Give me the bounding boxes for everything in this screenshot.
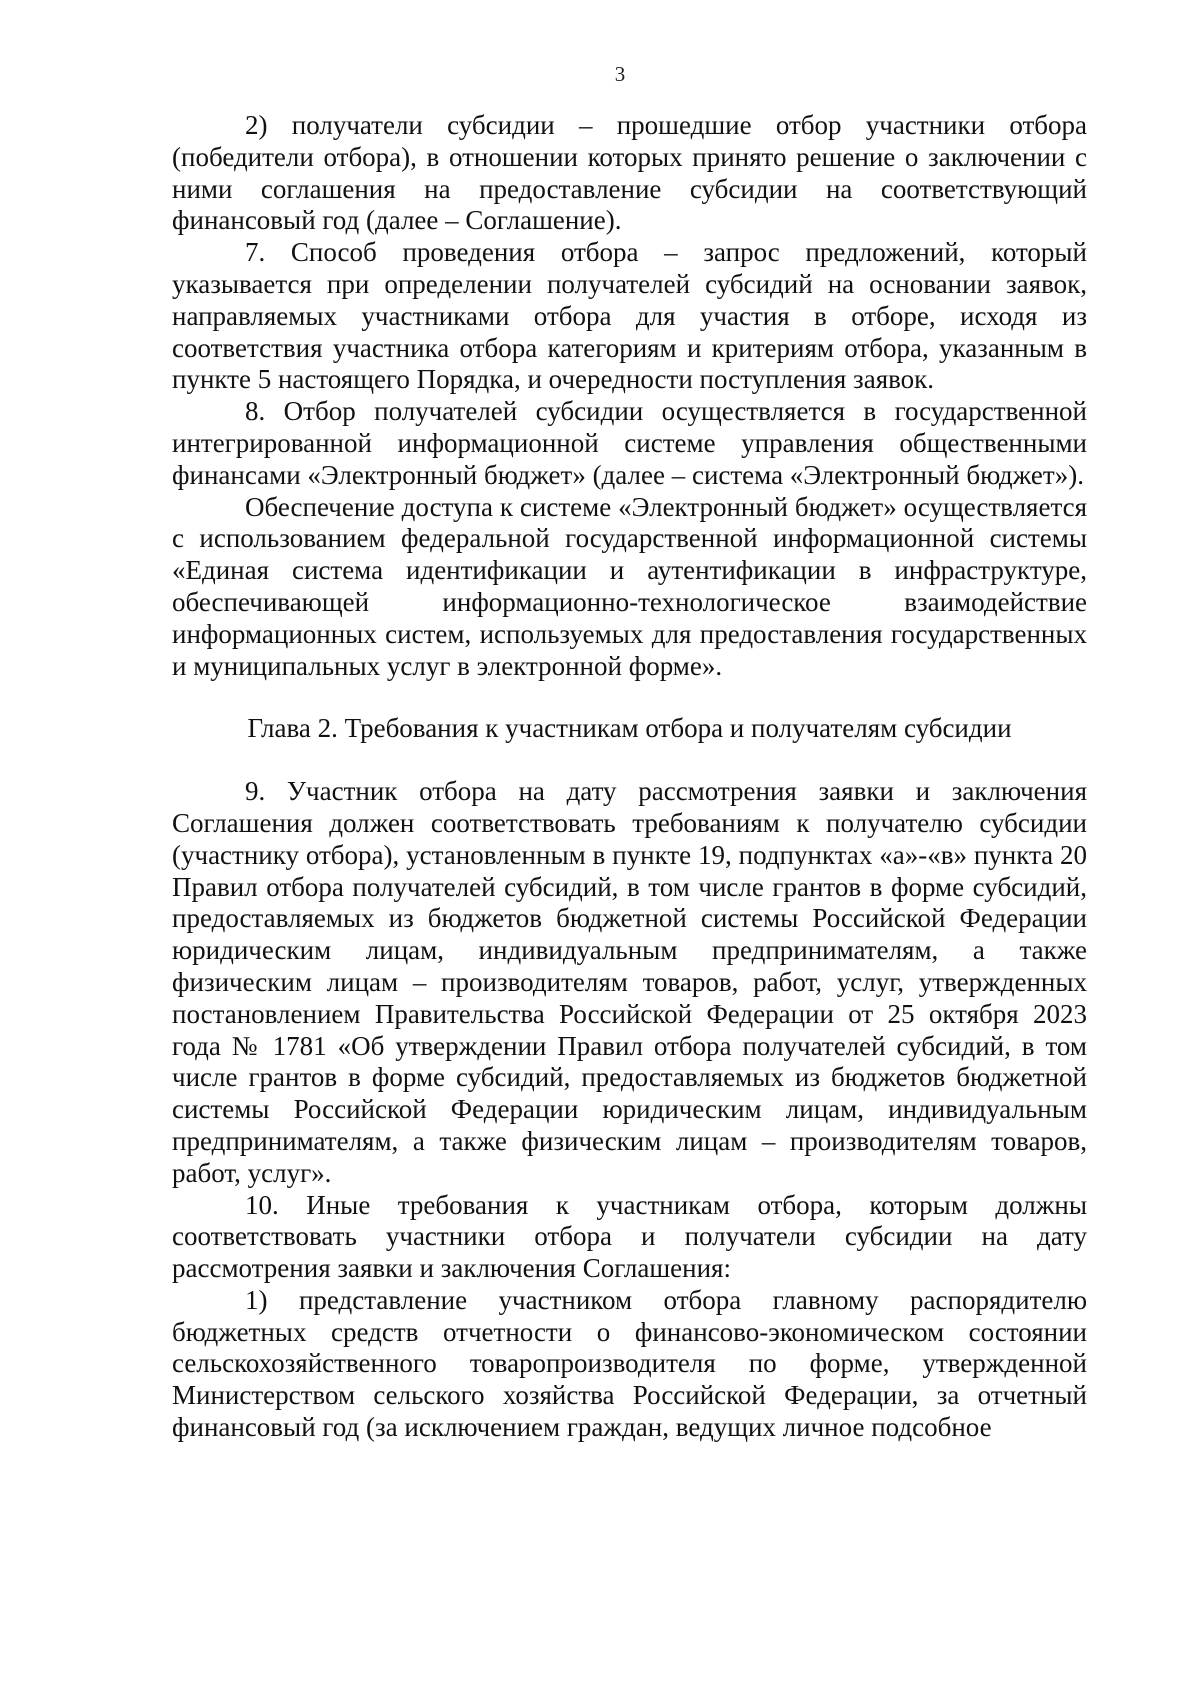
paragraph-recipients-definition: 2) получатели субсидии – прошедшие отбор участники отбора (победители отбора), в отношении которых принято решение о заключении с ними соглашения на предоставление субсидии на соответствующий финансовый год (далее – Соглашение).: [172, 110, 1087, 236]
paragraph-participant-requirements: 9. Участник отбора на дату рассмотрения заявки и заключения Соглашения должен соответствовать требованиям к получателю субсидии (участнику отбора), установленным в пункте 19, подпунктах «а»-«в» пункта 20 Правил отбора получателей субсидий, в том числе грантов в форме субсидий, предоставляемых из бюджетов бюджетной системы Российской Федерации юридическим лицам, индивидуальным предпринимателям, а также физическим лицам – производителям товаров, работ, услуг, утвержденных постановлением Правительства Российской Федерации от 25 октября 2023 года № 1781 «Об утверждении Правил отбора получателей субсидий, в том числе грантов в форме субсидий, предоставляемых из бюджетов бюджетной системы Российской Федерации юридическим лицам, индивидуальным предпринимателям, а также физическим лицам – производителям товаров, работ, услуг».: [172, 776, 1087, 1188]
document-body: [172, 110, 1087, 1444]
paragraph-selection-method: 7. Способ проведения отбора – запрос предложений, который указывается при определении получателей субсидий на основании заявок, направляемых участниками отбора для участия в отборе, исходя из соответствия участника отбора категориям и критериям отбора, указанным в пункте 5 настоящего Порядка, и очередности поступления заявок.: [172, 237, 1087, 395]
chapter-heading: Глава 2. Требования к участникам отбора и получателям субсидии: [247, 713, 1012, 744]
paragraph-electronic-budget: 8. Отбор получателей субсидии осуществляется в государственной интегрированной информационной системе управления общественными финансами «Электронный бюджет» (далее – система «Электронный бюджет»).: [172, 396, 1087, 490]
page-number: 3: [614, 62, 626, 86]
paragraph-other-requirements: 10. Иные требования к участникам отбора, которым должны соответствовать участники отбора и получатели субсидии на дату рассмотрения заявки и заключения Соглашения:: [172, 1189, 1087, 1284]
paragraph-system-access: Обеспечение доступа к системе «Электронный бюджет» осуществляется с использованием федеральной государственной информационной системы «Единая система идентификации и аутентификации в инфраструктуре, обеспечивающей информационно-технологическое взаимодействие информационных систем, используемых для предоставления государственных и муниципальных услуг в электронной форме».: [172, 491, 1087, 681]
paragraph-reporting-requirement: 1) представление участником отбора главному распорядителю бюджетных средств отчетности о финансово-экономическом состоянии сельскохозяйственного товаропроизводителя по форме, утвержденной Министерством сельского хозяйства Российской Федерации, за отчетный финансовый год (за исключением граждан, ведущих личное подсобное: [172, 1284, 1087, 1443]
